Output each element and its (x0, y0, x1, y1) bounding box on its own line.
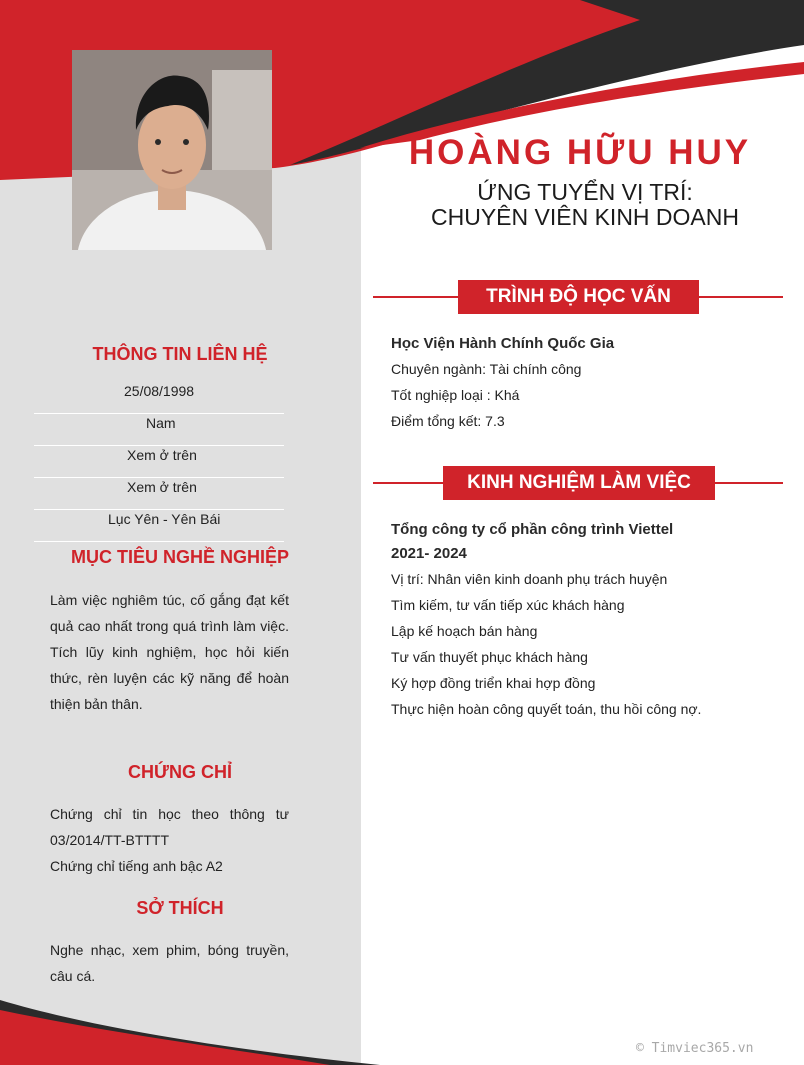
education-detail: Tốt nghiệp loại : Khá (391, 387, 520, 403)
contact-item-phone (34, 445, 284, 478)
contact-heading: THÔNG TIN LIÊN HỆ (92, 344, 268, 364)
school-name: Học Viện Hành Chính Quốc Gia (391, 335, 615, 352)
role-line-1: ỨNG TUYỂN VỊ TRÍ: (477, 179, 693, 205)
objective-text (50, 587, 289, 717)
experience-detail: Ký hợp đồng triển khai hợp đồng (391, 675, 596, 691)
experience-detail: Lập kế hoạch bán hàng (391, 623, 538, 639)
contact-item-email (34, 477, 284, 510)
contact-value: Nam (146, 415, 176, 431)
hobbies-text (50, 937, 289, 989)
experience-detail: Thực hiện hoàn công quyết toán, thu hồi công nợ. (391, 701, 702, 717)
profile-photo (72, 50, 272, 250)
certificate-line: Chứng chỉ tin học theo thông tư (50, 806, 289, 822)
certificates-heading: CHỨNG CHỈ (128, 762, 232, 782)
objective-line: Tích lũy kinh nghiệm, học hỏi kiến (50, 644, 289, 660)
education-detail: Điểm tổng kết: 7.3 (391, 413, 505, 429)
contact-item-birthdate (34, 381, 284, 414)
objective-heading: MỤC TIÊU NGHỀ NGHIỆP (70, 547, 289, 567)
experience-detail: Vị trí: Nhân viên kinh doanh phụ trách huyện (391, 571, 668, 587)
watermark-text: © Timviec365.vn (636, 1041, 754, 1056)
employment-period: 2021- 2024 (391, 545, 467, 562)
role-line-2: CHUYÊN VIÊN KINH DOANH (431, 204, 739, 230)
candidate-name: HOÀNG HỮU HUY (408, 133, 752, 172)
objective-line: quả cao nhất trong quá trình làm việc. (50, 618, 289, 634)
hobby-line: Nghe nhạc, xem phim, bóng truyền, (50, 942, 289, 958)
education-detail: Chuyên ngành: Tài chính công (391, 361, 582, 377)
experience-detail: Tìm kiếm, tư vấn tiếp xúc khách hàng (391, 597, 625, 613)
certificates-text (50, 801, 289, 879)
experience-heading: KINH NGHIỆM LÀM VIỆC (443, 466, 715, 500)
certificate-line: Chứng chỉ tiếng anh bậc A2 (50, 858, 223, 874)
contact-item-address (34, 509, 284, 542)
hobbies-heading: SỞ THÍCH (136, 898, 224, 918)
company-name: Tổng công ty cổ phần công trình Viettel (391, 521, 674, 538)
contact-value: 25/08/1998 (124, 383, 195, 399)
contact-item-gender (34, 413, 284, 446)
objective-line: thiện bản thân. (50, 696, 143, 712)
contact-value: Lục Yên - Yên Bái (108, 511, 221, 527)
contact-value: Xem ở trên (127, 479, 197, 495)
contact-value: Xem ở trên (127, 447, 197, 463)
education-heading: TRÌNH ĐỘ HỌC VẤN (458, 280, 699, 314)
certificate-line: 03/2014/TT-BTTTT (50, 832, 170, 848)
experience-detail: Tư vấn thuyết phục khách hàng (391, 649, 588, 665)
applied-position (365, 180, 804, 230)
objective-line: thức, rèn luyện các kỹ năng để hoàn (50, 670, 289, 686)
hobby-line: câu cá. (50, 968, 96, 984)
objective-line: Làm việc nghiêm túc, cố gắng đạt kết (50, 592, 289, 608)
